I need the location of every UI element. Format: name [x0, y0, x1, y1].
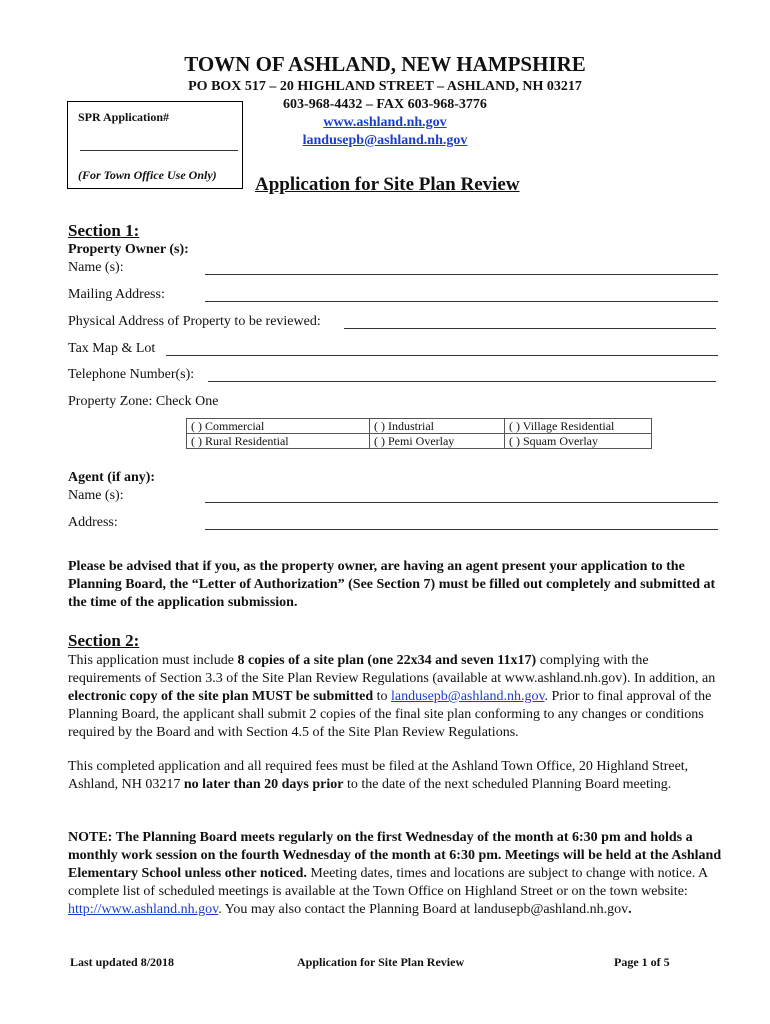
tax-map-label: Tax Map & Lot: [68, 341, 156, 356]
property-zone-table: [186, 418, 652, 449]
agent-address-label: Address:: [68, 515, 118, 530]
property-owner-heading: Property Owner (s):: [68, 242, 189, 257]
mailing-address-label: Mailing Address:: [68, 287, 165, 302]
town-address: PO BOX 517 – 20 HIGHLAND STREET – ASHLAND, NH 03217: [188, 79, 582, 94]
zone-pemi-overlay[interactable]: ( ) Pemi Overlay: [370, 434, 505, 449]
zone-village-residential[interactable]: ( ) Village Residential: [505, 419, 652, 434]
mailing-address-field[interactable]: [205, 301, 718, 302]
footer-page: Page 1 of 5: [614, 955, 670, 969]
town-phone: 603-968-4432 – FAX 603-968-3776: [283, 97, 487, 112]
p1-text-4: . Prior to final approval of the Planning Board, the applicant shall submit 2 copies of the final site plan conforming to any changes or conditions required by the Board and with Section 4.5 of the Site Plan Review Regulations.: [68, 689, 712, 740]
property-zone-label: Property Zone: Check One: [68, 394, 219, 409]
town-title: TOWN OF ASHLAND, NEW HAMPSHIRE: [184, 52, 586, 76]
table-row: [187, 419, 652, 434]
p1-text-3: to: [373, 689, 392, 704]
owner-name-label: Name (s):: [68, 260, 124, 275]
note-period: .: [628, 902, 632, 917]
agent-name-label: Name (s):: [68, 488, 124, 503]
agent-heading: Agent (if any):: [68, 470, 156, 485]
footer-updated: Last updated 8/2018: [70, 955, 175, 969]
p1-electronic-bold: electronic copy of the site plan MUST be submitted: [68, 689, 374, 704]
spr-application-label: SPR Application#: [78, 110, 170, 124]
p1-text-2: complying with the requirements of Section 3.3 of the Site Plan Review Regulations (available at www.ashland.nh.gov). In addition, an: [68, 653, 716, 686]
email-link[interactable]: landusepb@ashland.nh.gov: [302, 133, 468, 148]
section2-heading: Section 2:: [68, 631, 140, 650]
zone-commercial[interactable]: ( ) Commercial: [187, 419, 370, 434]
section2-paragraph-2: [68, 758, 724, 794]
note-text-2: . You may also contact the Planning Board at landusepb@ashland.nh.gov: [218, 902, 629, 917]
physical-address-label: Physical Address of Property to be reviewed:: [68, 314, 321, 329]
p2-text: This completed application and all required fees must be filed at the Ashland Town Office, 20 Highland Street, Ashland, NH 03217: [68, 759, 689, 792]
agent-name-field[interactable]: [205, 502, 718, 503]
footer-title: Application for Site Plan Review: [297, 955, 465, 969]
zone-industrial[interactable]: ( ) Industrial: [370, 419, 505, 434]
table-row: [187, 434, 652, 449]
form-title: Application for Site Plan Review: [255, 174, 520, 195]
telephone-label: Telephone Number(s):: [68, 367, 195, 382]
zone-rural-residential[interactable]: ( ) Rural Residential: [187, 434, 370, 449]
agent-address-field[interactable]: [205, 529, 718, 530]
website-link[interactable]: www.ashland.nh.gov: [323, 115, 447, 130]
section2-paragraph-1: [68, 652, 724, 742]
note-bold: NOTE: The Planning Board meets regularly on the first Wednesday of the month at 6:30 pm and holds a monthly work session on the fourth Wednesday of the month at 6:30 pm. Meetings will be held at the Ashland Elementary School unless other noticed.: [68, 830, 722, 881]
section1-heading: Section 1:: [68, 221, 140, 240]
section2-note: [68, 829, 724, 919]
p2-text-2: to the date of the next scheduled Planning Board meeting.: [343, 777, 672, 792]
agent-advisory: Please be advised that if you, as the property owner, are having an agent present your application to the Planning Board, the “Letter of Authorization” (See Section 7) must be filled out completely and submitted at the time of the application submission.: [68, 559, 716, 610]
office-use-box: [67, 101, 243, 189]
owner-name-field[interactable]: [205, 274, 718, 275]
note-text: Meeting dates, times and locations are subject to change with notice. A complete list of scheduled meetings is available at the Town Office on Highland Street or on the town website:: [68, 866, 708, 899]
p1-copies-bold: 8 copies of a site plan (one 22x34 and seven 11x17): [237, 653, 537, 668]
zone-squam-overlay[interactable]: ( ) Squam Overlay: [505, 434, 652, 449]
spr-number-line[interactable]: [80, 150, 238, 151]
p1-email-link[interactable]: landusepb@ashland.nh.gov: [391, 689, 545, 704]
telephone-field[interactable]: [208, 381, 716, 382]
note-website-link[interactable]: http://www.ashland.nh.gov: [68, 902, 219, 917]
physical-address-field[interactable]: [344, 328, 716, 329]
p1-text: This application must include: [68, 653, 238, 668]
office-use-note: (For Town Office Use Only): [78, 168, 217, 182]
p2-deadline-bold: no later than 20 days prior: [183, 777, 344, 792]
tax-map-field[interactable]: [166, 355, 718, 356]
